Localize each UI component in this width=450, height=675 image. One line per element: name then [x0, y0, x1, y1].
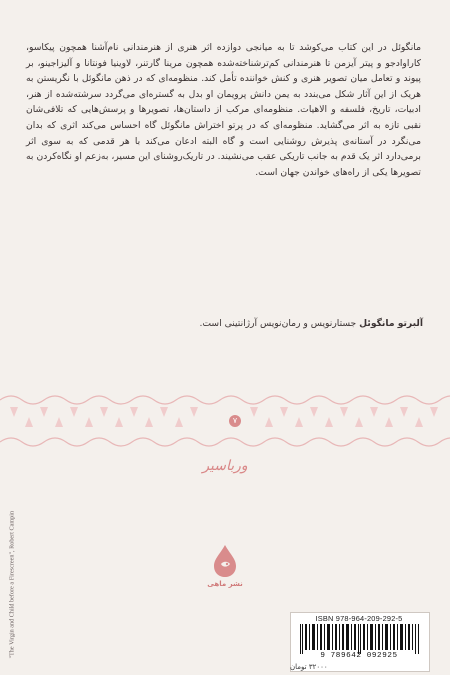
series-name: ورباسیر [202, 458, 248, 474]
isbn-text: ISBN 978-964-209-292-5 [315, 614, 403, 623]
series-number-badge: ۷ [229, 415, 241, 427]
barcode-digits: 9 789642 092925 [320, 652, 398, 660]
author-description: جستارنویس و رمان‌نویس آرژانتینی است. [199, 318, 360, 329]
author-name: آلبرتو مانگوئل [359, 318, 423, 329]
publisher-drop-logo-icon [212, 544, 238, 578]
barcode-icon [300, 624, 420, 654]
cover-image-credit: "The Virgin and Child before a Firescreen", Robert Campin [8, 510, 16, 659]
author-note [28, 318, 423, 329]
publisher-name: نشر ماهی [207, 580, 243, 588]
blurb-text [26, 40, 421, 180]
price-label: ۳۲۰۰۰ تومان [290, 663, 328, 671]
blurb-paragraph: مانگوئل در این کتاب می‌کوشد تا به میانجی دوازده اثر هنری از هنرمندانی نام‌آشنا همچون پیکاسو، کاراوادجو و پیتر آیزمن تا هنرمندانی کم‌ترشناخته‌شده همچون مرینا گارتنر، لاوینیا فونتانا و آلیزاجینو، بر پیوند و تعامل میان تصویر هنری و کنش خواننده تأمل کند. منظومه‌ای که در ذهن مانگوئل با نگریستن به هریک از این آثار شکل می‌بندد به یمن دانش پرویمان او بدل به گستره‌ای می‌گردد سرشته‌شده از هنر، ادبیات، تاریخ، فلسفه و الاهیات. منظومه‌ای مرکب از داستان‌ها، تصویرها و پرسش‌هایی که تلافی‌شان نقبی تازه به اثر می‌گشاید. منظومه‌ای که در پرتو اختراش مانگوئل گاه احساس می‌کند اثری که بدان می‌نگرد در آستانه‌ی پذیرش روشنایی است و گاه البته ادعان می‌کند با هر قدمی که به سوی اثر برمی‌دارد اثر یک قدم به جانب تاریکی عقب می‌نشیند. در تاریک‌روشنای این مسیر، به‌زعم او نگاه‌کردن به تصویرها یکی از راه‌های خواندن جهان است. [26, 42, 421, 178]
wave-ornament [0, 392, 450, 462]
decorative-wave-band [0, 392, 450, 412]
